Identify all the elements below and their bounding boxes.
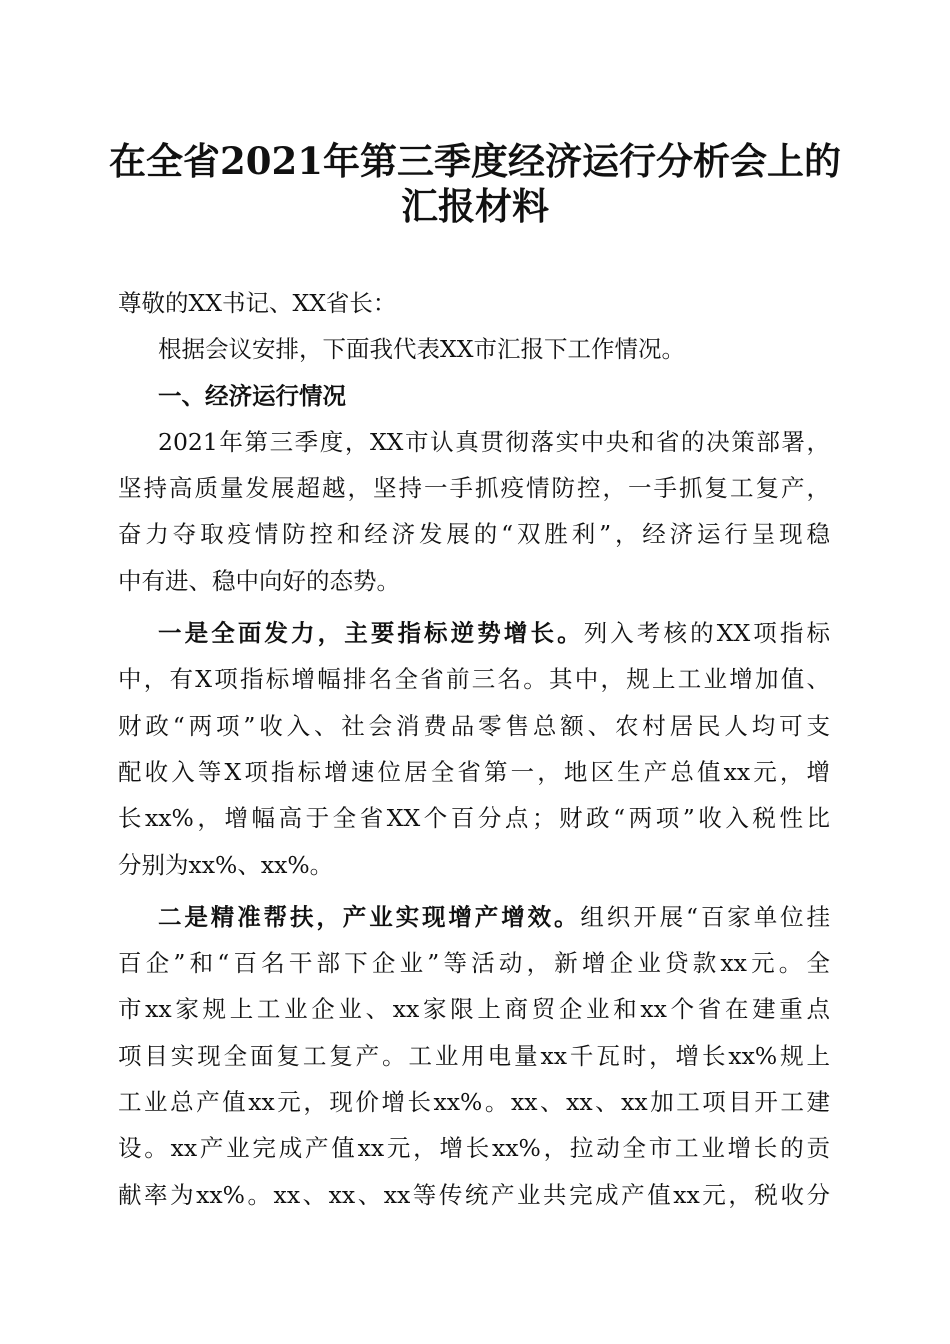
paragraph-line: 工业总产值xx元，现价增长xx%。xx、xx、xx加工项目开工建	[118, 1088, 830, 1117]
paragraph-line: 项目实现全面复工复产。工业用电量xx千瓦时，增长xx%规上	[118, 1041, 830, 1070]
paragraph-overview	[118, 419, 830, 604]
paragraph-line: 配收入等X项指标增速位居全省第一，地区生产总值xx元，增	[118, 757, 830, 786]
paragraph-line	[118, 610, 830, 656]
paragraph-line: 献率为xx%。xx、xx、xx等传统产业共完成产值xx元，税收分	[118, 1180, 830, 1209]
paragraph-lead-indicators: 一是全面发力，主要指标逆势增长。	[158, 619, 584, 648]
document-title-line-1: 在全省2021年第三季度经济运行分析会上的	[109, 139, 841, 183]
paragraph-line: 分别为xx%、xx%。	[118, 850, 334, 879]
paragraph-line	[118, 894, 830, 940]
salutation: 尊敬的XX书记、XX省长：	[118, 289, 397, 317]
paragraph-line: 中有进、稳中向好的态势。	[118, 566, 400, 595]
paragraph-line-rest: 列入考核的XX项指标	[583, 619, 830, 648]
paragraph-line: 百企”和“百名干部下企业”等活动，新增企业贷款xx元。全	[118, 949, 830, 978]
paragraph-indicators	[118, 610, 830, 888]
document-title-line-2: 汇报材料	[401, 184, 549, 228]
intro-paragraph: 根据会议安排，下面我代表XX市汇报下工作情况。	[158, 335, 685, 364]
paragraph-line: 市xx家规上工业企业、xx家限上商贸企业和xx个省在建重点	[118, 995, 830, 1024]
section-heading-economic-operation: 一、经济运行情况	[158, 381, 346, 410]
paragraph-line: 奋力夺取疫情防控和经济发展的“双胜利”，经济运行呈现稳	[118, 520, 830, 549]
paragraph-line: 2021年第三季度，XX市认真贯彻落实中央和省的决策部署，	[158, 427, 830, 456]
paragraph-line: 中，有X项指标增幅排名全省前三名。其中，规上工业增加值、	[118, 665, 830, 694]
paragraph-line: 坚持高质量发展超越，坚持一手抓疫情防控，一手抓复工复产，	[118, 474, 830, 503]
paragraph-line: 设。xx产业完成产值xx元，增长xx%，拉动全市工业增长的贡	[118, 1134, 830, 1163]
document-body	[118, 280, 830, 1218]
paragraph-line: 长xx%，增幅高于全省XX个百分点；财政“两项”收入税性比	[118, 804, 830, 833]
paragraph-line: 财政“两项”收入、社会消费品零售总额、农村居民人均可支	[118, 711, 830, 740]
paragraph-lead-industry: 二是精准帮扶，产业实现增产增效。	[158, 902, 581, 931]
paragraph-industry	[118, 894, 830, 1218]
paragraph-line-rest: 组织开展“百家单位挂	[580, 902, 830, 931]
